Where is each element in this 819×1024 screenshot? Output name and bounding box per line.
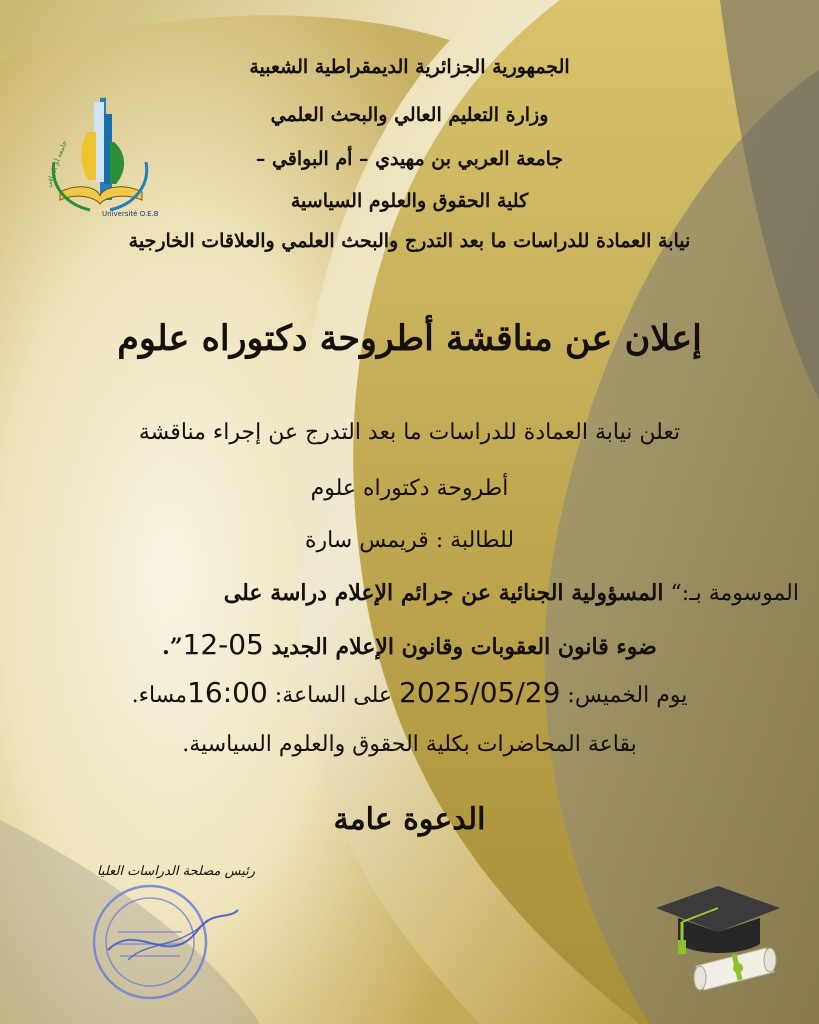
graduation-cap-icon	[648, 880, 788, 1000]
logo-arabic-caption: جامعة أم البواقي	[44, 139, 69, 189]
header-deanery: نيابة العمادة للدراسات ما بعد التدرج والبحث العلمي والعلاقات الخارجية	[128, 230, 691, 252]
student-name: قريمس سارة	[304, 528, 429, 553]
logo-caption: Université O.E.B	[102, 210, 159, 218]
thesis-prefix: الموسومة بـ:“	[663, 581, 799, 606]
diploma-scroll-icon	[694, 948, 776, 990]
time-value: 16:00	[187, 676, 268, 709]
day-label: يوم الخميس:	[567, 683, 688, 708]
date-value: 2025/05/29	[399, 676, 561, 709]
law-number: 12-05	[182, 628, 264, 661]
thesis-title-end: ”.	[162, 634, 183, 660]
student-line	[0, 528, 819, 553]
time-label: على الساعة:	[274, 683, 393, 708]
venue-line: بقاعة المحاضرات بكلية الحقوق والعلوم السياسية.	[182, 732, 637, 757]
date-line	[0, 676, 819, 709]
student-label: للطالبة :	[428, 528, 515, 553]
signature-title: رئيس مصلحة الدراسات العليا	[96, 864, 256, 879]
thesis-line-2	[0, 628, 819, 661]
announcement-intro-line-1: تعلن نيابة العمادة للدراسات ما بعد التدرج عن إجراء مناقشة	[138, 420, 681, 445]
time-suffix: مساء.	[131, 683, 188, 708]
invitation-text: الدعوة عامة	[333, 802, 486, 837]
university-logo	[40, 92, 160, 222]
thesis-title-part-2: ضوء قانون العقوبات وقانون الإعلام الجديد	[271, 634, 657, 660]
header-university: جامعة العربي بن مهيدي – أم البواقي –	[255, 148, 564, 170]
header-ministry: وزارة التعليم العالي والبحث العلمي	[270, 104, 549, 126]
thesis-line-1	[20, 580, 799, 606]
thesis-title-part-1: المسؤولية الجنائية عن جرائم الإعلام دراسة على	[223, 580, 664, 606]
header-republic: الجمهورية الجزائرية الديمقراطية الشعبية	[249, 56, 570, 78]
header-faculty: كلية الحقوق والعلوم السياسية	[290, 190, 529, 212]
announcement-title: إعلان عن مناقشة أطروحة دكتوراه علوم	[117, 318, 702, 359]
official-stamp	[88, 880, 248, 1010]
announcement-intro-line-2: أطروحة دكتوراه علوم	[310, 476, 509, 501]
